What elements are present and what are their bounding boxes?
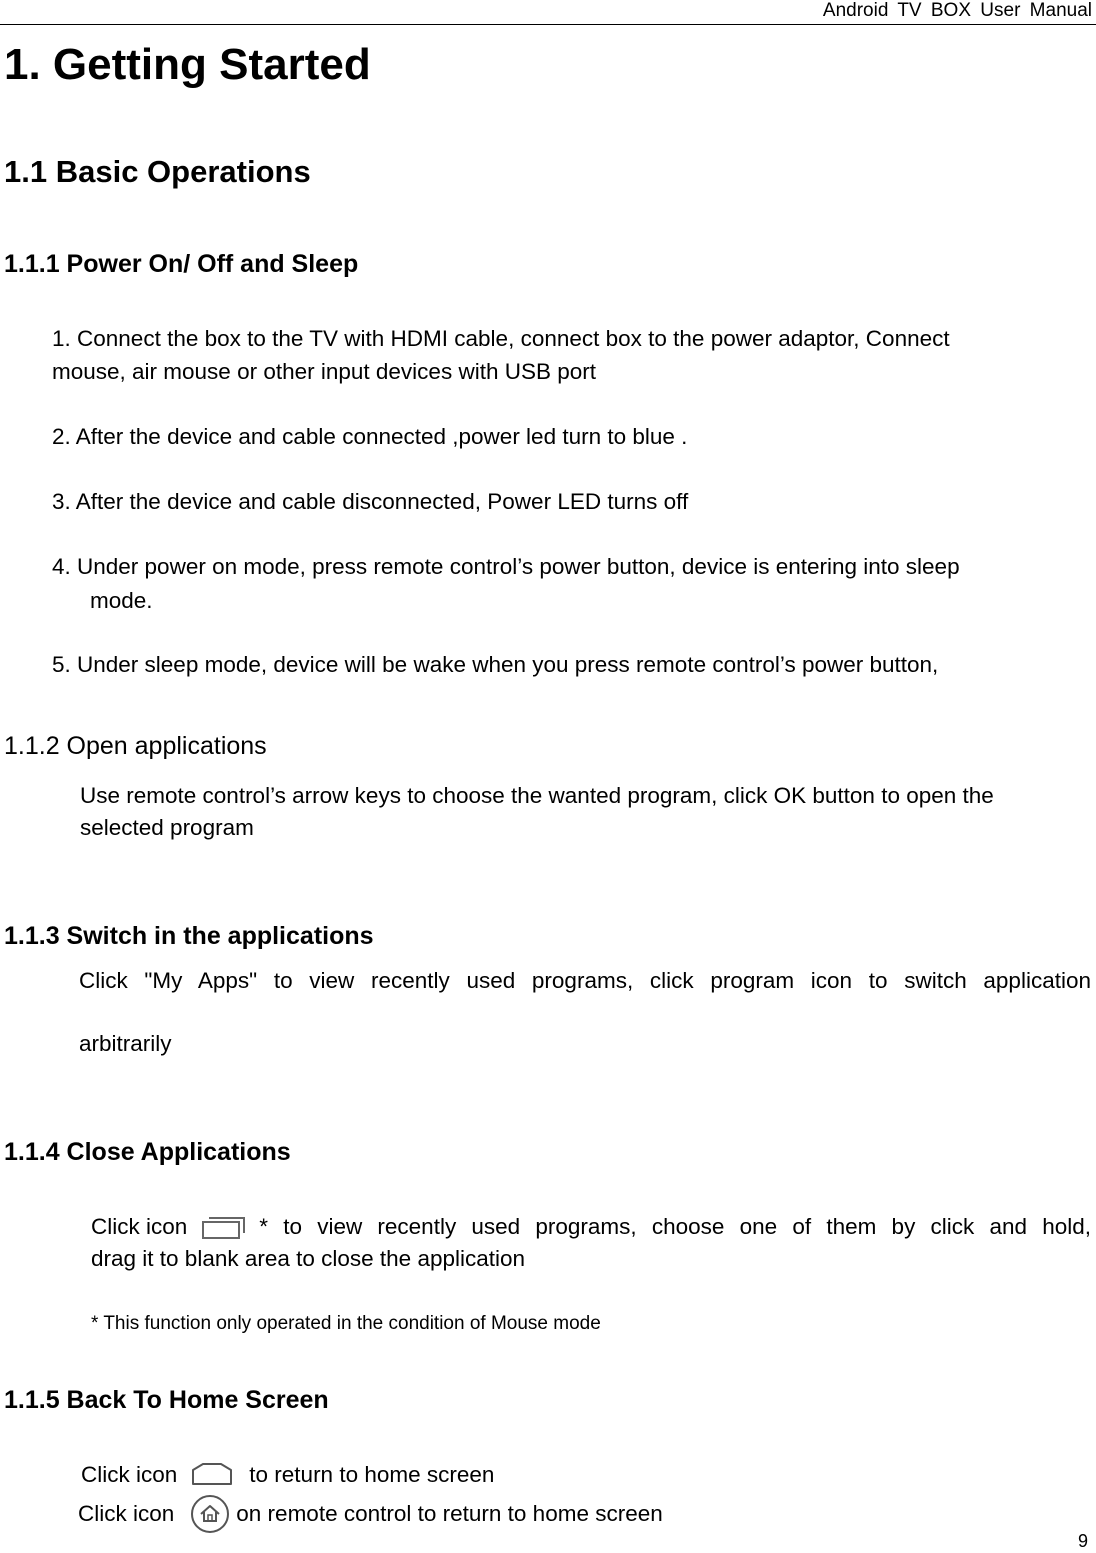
close-apps-line1-suffix: * to view recently used programs, choose one of them by click and hold, bbox=[259, 1214, 1091, 1239]
page-number: 9 bbox=[1077, 1531, 1088, 1551]
running-header: Android TV BOX User Manual bbox=[822, 0, 1092, 21]
open-apps-line1: Use remote control’s arrow keys to choose the wanted program, click OK button to open the bbox=[80, 783, 994, 808]
power-step4-line2: mode. bbox=[90, 588, 153, 613]
chapter-title: 1. Getting Started bbox=[4, 40, 371, 89]
home-heading: 1.1.5 Back To Home Screen bbox=[4, 1386, 329, 1414]
close-apps-heading: 1.1.4 Close Applications bbox=[4, 1138, 291, 1166]
power-step2: 2. After the device and cable connected ,power led turn to blue . bbox=[52, 424, 688, 449]
home-line2-prefix: Click icon bbox=[78, 1501, 175, 1526]
remote-home-button-icon bbox=[190, 1494, 230, 1534]
power-step3: 3. After the device and cable disconnected, Power LED turns off bbox=[52, 489, 689, 514]
close-apps-line1 bbox=[91, 1213, 1091, 1241]
home-screen-icon bbox=[189, 1462, 235, 1488]
power-step1-line2: mouse, air mouse or other input devices with USB port bbox=[52, 359, 596, 384]
home-line2-suffix: on remote control to return to home screen bbox=[236, 1501, 663, 1526]
close-apps-note: * This function only operated in the condition of Mouse mode bbox=[91, 1313, 601, 1334]
power-step4-line1: 4. Under power on mode, press remote control’s power button, device is entering into sleep bbox=[52, 554, 960, 579]
home-line1-prefix: Click icon bbox=[81, 1462, 178, 1487]
switch-apps-line1: Click "My Apps" to view recently used programs, click program icon to switch application bbox=[79, 968, 1091, 993]
section-title: 1.1 Basic Operations bbox=[4, 154, 311, 189]
home-line2 bbox=[78, 1494, 663, 1534]
close-apps-line2: drag it to blank area to close the application bbox=[91, 1246, 526, 1271]
power-step1-line1: 1. Connect the box to the TV with HDMI cable, connect box to the power adaptor, Connect bbox=[52, 326, 950, 351]
recent-apps-icon bbox=[201, 1213, 247, 1241]
close-apps-line1-prefix: Click icon bbox=[91, 1214, 188, 1239]
open-apps-heading: 1.1.2 Open applications bbox=[4, 732, 267, 760]
open-apps-line2: selected program bbox=[80, 815, 254, 840]
switch-apps-line2: arbitrarily bbox=[79, 1031, 172, 1056]
switch-apps-heading: 1.1.3 Switch in the applications bbox=[4, 922, 374, 950]
power-step5: 5. Under sleep mode, device will be wake when you press remote control’s power button, bbox=[52, 652, 939, 677]
home-line1 bbox=[81, 1462, 494, 1488]
header-divider bbox=[0, 24, 1096, 25]
home-line1-suffix: to return to home screen bbox=[249, 1462, 495, 1487]
power-heading: 1.1.1 Power On/ Off and Sleep bbox=[4, 250, 359, 278]
